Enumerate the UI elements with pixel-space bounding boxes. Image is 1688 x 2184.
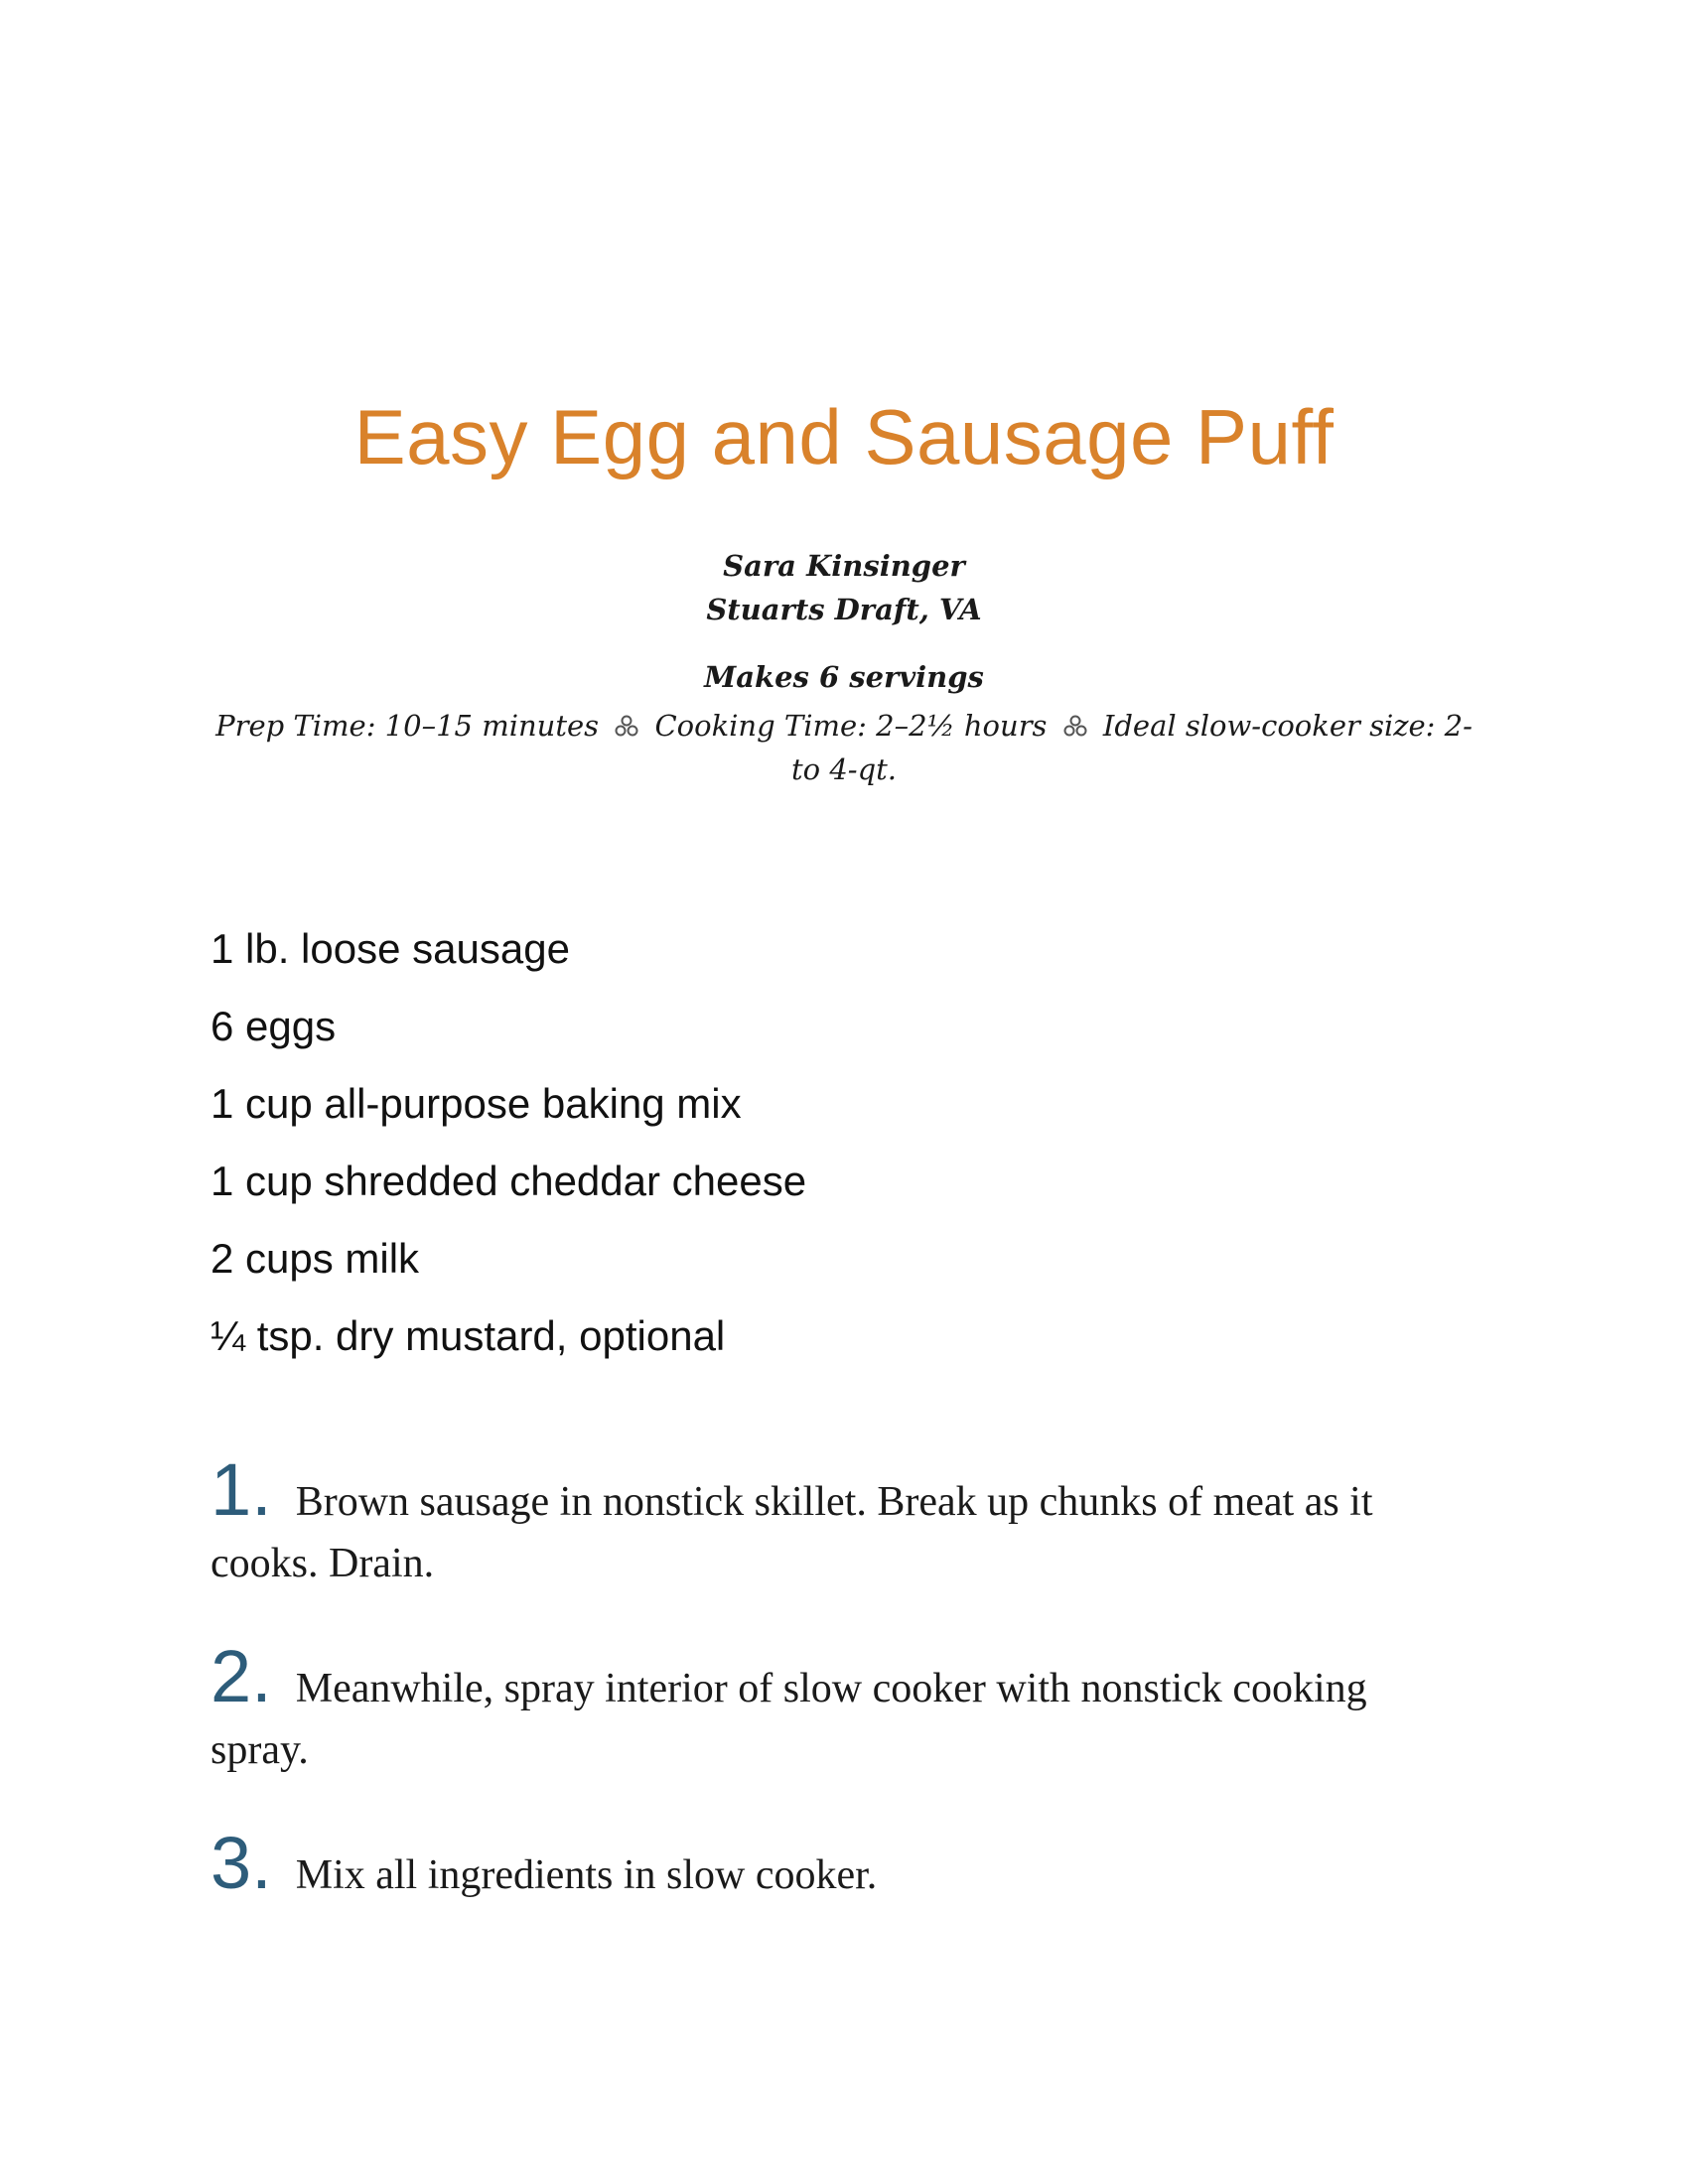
step-number: 1. [211,1448,272,1531]
instruction-step [211,1822,1442,1906]
step-text: Brown sausage in nonstick skillet. Break up chunks of meat as it cooks. Drain. [211,1479,1373,1586]
recipe-servings: Makes 6 servings [704,660,984,694]
ingredient-item: 6 eggs [211,1003,337,1049]
instruction-step [211,1448,1442,1594]
step-text: Mix all ingredients in slow cooker. [295,1852,878,1898]
recipe-author: Sara Kinsinger [723,549,965,583]
trefoil-ornament-icon [614,714,639,740]
ingredient-item: 2 cups milk [211,1235,420,1282]
ingredient-item: 1 lb. loose sausage [211,925,570,972]
recipe-times [213,704,1475,791]
ingredient-item: 1 cup shredded cheddar cheese [211,1158,807,1204]
instruction-list [211,1448,1442,1958]
recipe-location: Stuarts Draft, VA [706,593,982,626]
trefoil-ornament-icon [1062,714,1088,740]
ingredient-item: ¼ tsp. dry mustard, optional [211,1312,726,1359]
recipe-title: Easy Egg and Sausage Puff [353,393,1335,480]
cooking-time: Cooking Time: 2–2½ hours [654,709,1048,743]
ingredient-item: 1 cup all-purpose baking mix [211,1080,742,1127]
prep-time: Prep Time: 10–15 minutes [215,709,600,743]
step-text: Meanwhile, spray interior of slow cooker with nonstick cooking spray. [211,1666,1367,1773]
step-number: 3. [211,1822,272,1904]
step-number: 2. [211,1635,272,1717]
cooker-size: Ideal slow-cooker size: 2- to 4-qt. [790,709,1473,786]
instruction-step [211,1635,1442,1781]
ingredient-list [211,923,1402,1388]
